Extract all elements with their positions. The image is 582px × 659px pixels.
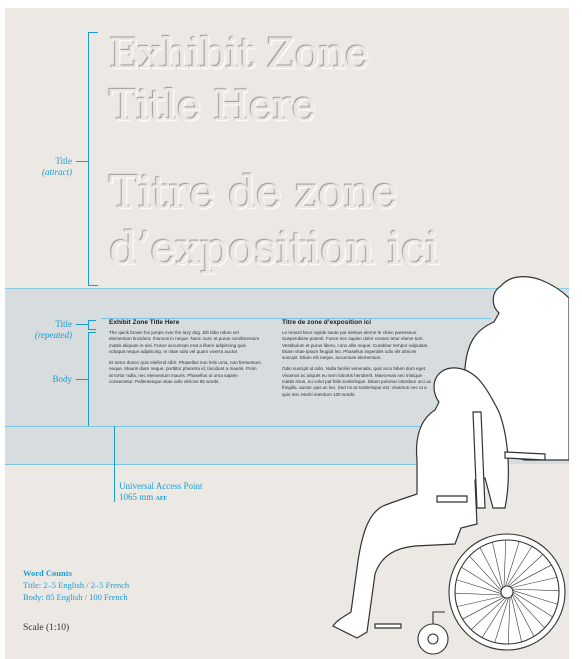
column-french-title: Titre de zone d’exposition ici <box>282 319 372 326</box>
access-point-title: Universal Access Point <box>119 481 203 491</box>
access-point-value: 1065 mm <box>119 492 154 502</box>
wheelchair-wheel <box>449 534 565 650</box>
title-french-line-1: Titre de zone <box>109 166 398 219</box>
column-english-paragraph-1: The quick brown fox jumps over the lazy dog. Elit bibe ndum vel elementum tincidunt, rhoncus in neque. Nunc nunc et purus condimentum mattis aliquam in nisi. Fusce accumsan erat a libero adipiscing quis volutpat neque adipiscing. In vitae odio vel quam viverra auctor. <box>109 330 260 354</box>
column-french-paragraph-1: Le renard brun rapide saute par dessus elerne le chien paresseux. Suspendisse potenti. Fusce nec sapien dolor consec tetur eleme tum. Vestibulum et purus libero, conv allis neque. Curabitur tempor vulputate. Etiam vitae ipsum feugiat leo. Phasellus imperdiet odio elit ultrices suscipit. Etiam elit neque, accumsan elementum. <box>282 330 429 361</box>
label-title-attract-sub: (attract) <box>42 167 72 177</box>
word-counts-body: Body: 85 English / 100 French <box>23 592 128 602</box>
figures-illustration <box>5 8 569 659</box>
column-english-paragraph-2: Et tortor donec quis eleifend nibh. Phasellus non felis urna, non fermentum neque. Mauris diam neque, porttitor pharetra id, tincidunt a mauris. Proin at tortor nulla, nec elementum mauris. Phasellus ut urna sapien consectetur. Pellentesque vitae odio ultrices 85 words. <box>109 360 261 385</box>
column-french-paragraph-2: Odio suscipit id odio. Nulla facilisi venenatis, quis arcu biben dum eget. Vivamus ac aliquet eu sem lobortis hendrerit. Maecenas nec tristique mattis risus, eu volut pat felis scelerisque. Etiam pulvinar interdum orci ac fringilla. auctor quis ac leo. Sed mi at scelerisque est. Vivamus nec ut a quis nisi. Morbi interdum 100 words. <box>282 366 432 397</box>
wheelchair-caster <box>418 612 448 654</box>
label-body-text: Body <box>52 374 72 384</box>
panel-board <box>5 8 569 659</box>
title-french-line-2: d’exposition ici <box>109 222 439 275</box>
word-counts-title: Title: 2–5 English / 2–5 French <box>23 580 130 590</box>
title-english-line-2: Title Here <box>109 81 316 130</box>
label-title-attract-text: Title <box>55 156 72 166</box>
access-point-unit: AFF <box>155 496 168 502</box>
label-title-repeated-text: Title <box>55 319 72 329</box>
scale-label: Scale (1:10) <box>23 623 70 633</box>
title-english-line-1: Exhibit Zone <box>109 29 369 78</box>
word-counts-heading: Word Counts <box>23 568 72 578</box>
column-english-title: Exhibit Zone Title Here <box>109 319 180 326</box>
label-title-repeated-sub: (repeated) <box>34 330 72 340</box>
